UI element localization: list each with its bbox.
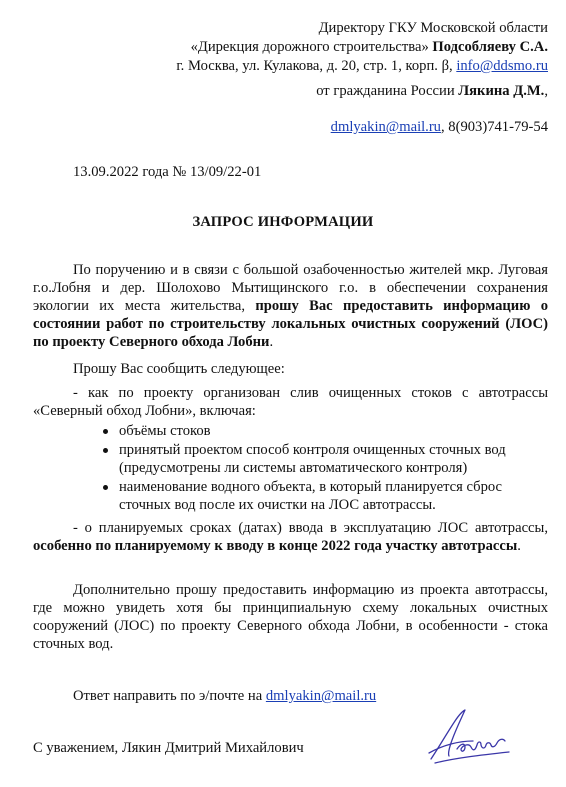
paragraph-request-text: По поручению и в связи с большой озабоченностью жителей мкр. Луговая г.о.Лобня и дер. Шолохово Мытищинского г.о. в обеспечении сохранения экологии их места жительства, — [33, 262, 548, 314]
paragraph-request-bold: прошу Вас предоставить информацию о состоянии работ по строительству локальных очистных сооружений (ЛОС) по проекту Северного обхода Лобни — [33, 298, 548, 350]
handwritten-signature — [425, 705, 513, 765]
list-item — [97, 478, 557, 514]
bullet-icon — [103, 485, 108, 490]
bullet-icon — [103, 429, 108, 434]
paragraph-request — [33, 261, 548, 351]
list-item — [97, 422, 557, 440]
paragraph-deadlines-text: - о планируемых сроках (датах) ввода в эксплуатацию ЛОС автотрассы, — [73, 520, 548, 536]
sender-contacts — [331, 118, 548, 136]
reply-text: Ответ направить по э/почте на — [73, 688, 266, 704]
paragraph-drainage: - как по проекту организован слив очищенных стоков с автотрассы «Северный обход Лобни», включая: — [33, 385, 548, 419]
sender-name: Лякина Д.М. — [458, 83, 545, 99]
sender-email-link[interactable]: dmlyakin@mail.ru — [330, 119, 441, 135]
sender-suffix: , — [544, 83, 548, 99]
sender-prefix: от гражданина России — [316, 83, 459, 99]
list-item — [97, 441, 557, 477]
sender-line — [316, 82, 548, 100]
bullet-icon — [103, 448, 108, 453]
paragraph-request-end: . — [269, 334, 274, 350]
recipient-name: Подсобляеву С.А. — [432, 39, 548, 55]
list-item-text: принятый проектом способ контроля очищенных сточных вод (предусмотрены ли системы автоматического контроля) — [119, 442, 506, 476]
closing-signature-line: С уважением, Лякин Дмитрий Михайлович — [33, 740, 304, 756]
paragraph-intro: Прошу Вас сообщить следующее: — [73, 361, 285, 377]
address-text: г. Москва, ул. Кулакова, д. 20, стр. 1, корп. β, — [176, 58, 457, 74]
reply-email-link[interactable]: dmlyakin@mail.ru — [265, 688, 377, 704]
list-item-text: наименование водного объекта, в который планируется сброс сточных вод после их очистки на ЛОС автотрассы. — [119, 479, 503, 513]
recipient-address — [176, 57, 548, 75]
paragraph-deadlines-end: . — [517, 538, 521, 554]
recipient-email-link[interactable]: info@ddsmo.ru — [456, 58, 548, 74]
sender-phone: , 8(903)741-79-54 — [440, 119, 548, 135]
paragraph-deadlines — [33, 519, 548, 555]
paragraph-deadlines-bold: особенно по планируемому к вводу в конце 2022 года участку автотрассы — [33, 538, 518, 554]
document-title: ЗАПРОС ИНФОРМАЦИИ — [192, 214, 374, 230]
paragraph-additional: Дополнительно прошу предоставить информацию из проекта автотрассы, где можно увидеть хотя бы принципиальную схему локальных очистных сооружений (ЛОС) по проекту Северного обхода Лобни, в особенности - стока сточных вод. — [33, 582, 548, 652]
reply-instruction — [33, 687, 548, 705]
recipient-org: «Дирекция дорожного строительства» — [190, 39, 433, 55]
letter-date-number: 13.09.2022 года № 13/09/22-01 — [73, 164, 262, 180]
recipient-line-2 — [191, 38, 548, 56]
recipient-line-1: Директору ГКУ Московской области — [318, 20, 548, 36]
list-item-text: объёмы стоков — [119, 423, 211, 439]
